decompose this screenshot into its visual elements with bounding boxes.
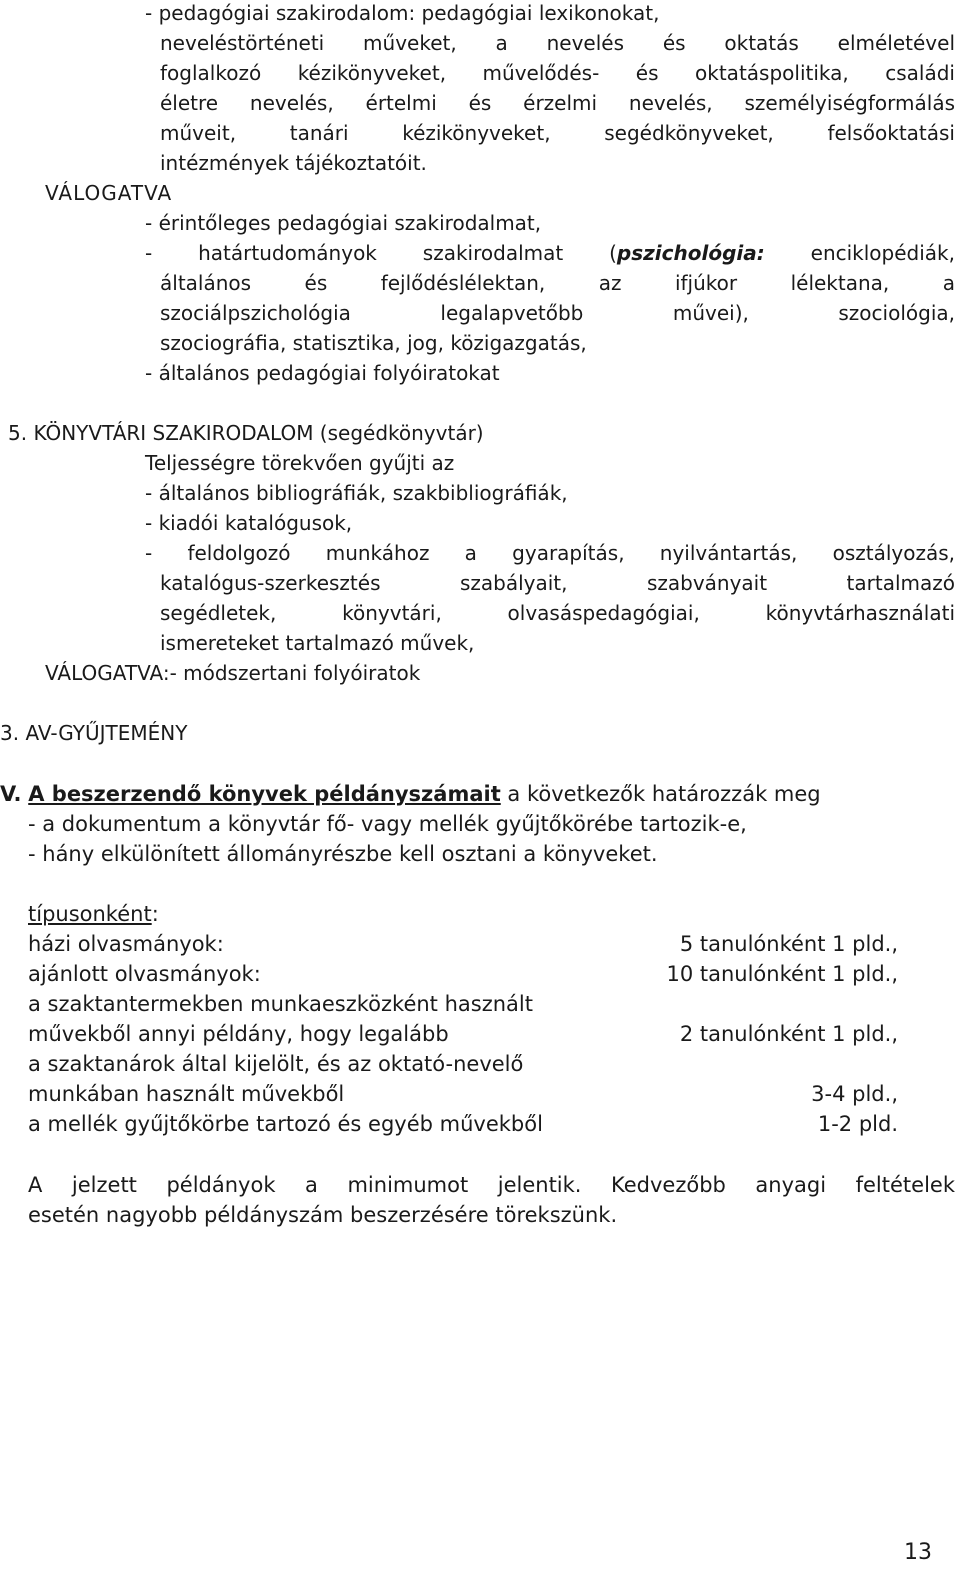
valogatva-hatar-line-2: általános és fejlődéslélektan, az ifjúkor lélektana, a	[160, 271, 955, 295]
pedagogiai-line-6: intézmények tájékoztatóit.	[160, 151, 427, 175]
pedagogiai-line-2: neveléstörténeti műveket, a nevelés és oktatás elméletével	[160, 31, 955, 55]
tipus-row-label: ajánlott olvasmányok:	[28, 962, 261, 986]
tipus-row-value: 3-4 pld.,	[811, 1082, 898, 1106]
tipus-row-label: művekből annyi példány, hogy legalább	[28, 1022, 449, 1046]
pedagogiai-line-4: életre nevelés, értelmi és érzelmi nevelés, személyiségformálás	[160, 91, 955, 115]
closing-line-2: esetén nagyobb példányszám beszerzésére törekszünk.	[28, 1203, 618, 1227]
text: - határtudományok szakirodalmat (	[145, 241, 617, 265]
tipus-row-label: házi olvasmányok:	[28, 932, 224, 956]
sectionV-heading	[0, 779, 821, 809]
tipus-row-label: a szaktanárok által kijelölt, és az oktató-nevelő	[28, 1052, 524, 1076]
tipus-row-value: 1-2 pld.	[817, 1112, 898, 1136]
section5-valogatva: VÁLOGATVA:- módszertani folyóiratok	[45, 661, 421, 685]
page-number: 13	[904, 1540, 932, 1565]
closing-line-1: A jelzett példányok a minimumot jelentik. Kedvezőbb anyagi feltételek	[28, 1173, 955, 1197]
text: a következők határozzák meg	[500, 782, 821, 806]
tipus-row-label: a mellék gyűjtőkörbe tartozó és egyéb művekből	[28, 1112, 543, 1136]
valogatva-hatar-line-3: szociálpszichológia legalapvetőbb művei), szociológia,	[160, 301, 955, 325]
valogatva-label: VÁLOGATVA	[45, 181, 173, 205]
valogatva-hatar-line-4: szociográfia, statisztika, jog, közigazgatás,	[160, 331, 587, 355]
tipus-row-label: munkában használt művekből	[28, 1082, 345, 1106]
valogatva-folyoiratok: - általános pedagógiai folyóiratokat	[145, 361, 500, 385]
section5-feldolgozo-line-3: segédletek, könyvtári, olvasáspedagógiai, könyvtárhasználati	[160, 601, 955, 625]
tipus-row-value: 10 tanulónként 1 pld.,	[666, 962, 898, 986]
text: - pedagógiai szakirodalom: pedagógiai lexikonokat,	[145, 1, 660, 25]
pedagogiai-line-1	[145, 0, 955, 28]
section5-feldolgozo-line-2: katalógus-szerkesztés szabályait, szabványait tartalmazó	[160, 571, 955, 595]
valogatva-hatar-line-1	[145, 238, 955, 268]
tipusonkent-label	[28, 899, 159, 929]
section5-katalogusok: - kiadói katalógusok,	[145, 511, 353, 535]
tipus-row-value: 5 tanulónként 1 pld.,	[679, 932, 898, 956]
text: típusonként	[28, 902, 152, 926]
sectionV-line-1: - a dokumentum a könyvtár fő- vagy mellék gyűjtőkörébe tartozik-e,	[28, 812, 747, 836]
valogatva-erintoleges: - érintőleges pedagógiai szakirodalmat,	[145, 211, 542, 235]
roman-numeral: V.	[0, 782, 22, 806]
pedagogiai-line-3: foglalkozó kézikönyveket, művelődés- és oktatáspolitika, családi	[160, 61, 955, 85]
section5-intro: Teljességre törekvően gyűjti az	[145, 451, 455, 475]
section5-bibliografiak: - általános bibliográfiák, szakbibliográfiák,	[145, 481, 568, 505]
psychology-emphasis: pszichológia:	[616, 241, 765, 265]
tipus-row-label: a szaktantermekben munkaeszközként használt	[28, 992, 533, 1016]
section5-feldolgozo-line-4: ismereteket tartalmazó művek,	[160, 631, 475, 655]
pedagogiai-line-5: műveit, tanári kézikönyveket, segédkönyveket, felsőoktatási	[160, 121, 955, 145]
heading-emphasis: A beszerzendő könyvek példányszámait	[28, 782, 501, 806]
section5-feldolgozo-line-1: - feldolgozó munkához a gyarapítás, nyilvántartás, osztályozás,	[145, 541, 955, 565]
section5-heading: 5. KÖNYVTÁRI SZAKIRODALOM (segédkönyvtár)	[8, 421, 484, 445]
sectionV-line-2: - hány elkülönített állományrészbe kell osztani a könyveket.	[28, 842, 658, 866]
section3-heading: 3. AV-GYŰJTEMÉNY	[0, 721, 188, 745]
tipus-row-value: 2 tanulónként 1 pld.,	[679, 1022, 898, 1046]
text: :	[151, 902, 159, 926]
text: enciklopédiák,	[764, 241, 955, 265]
